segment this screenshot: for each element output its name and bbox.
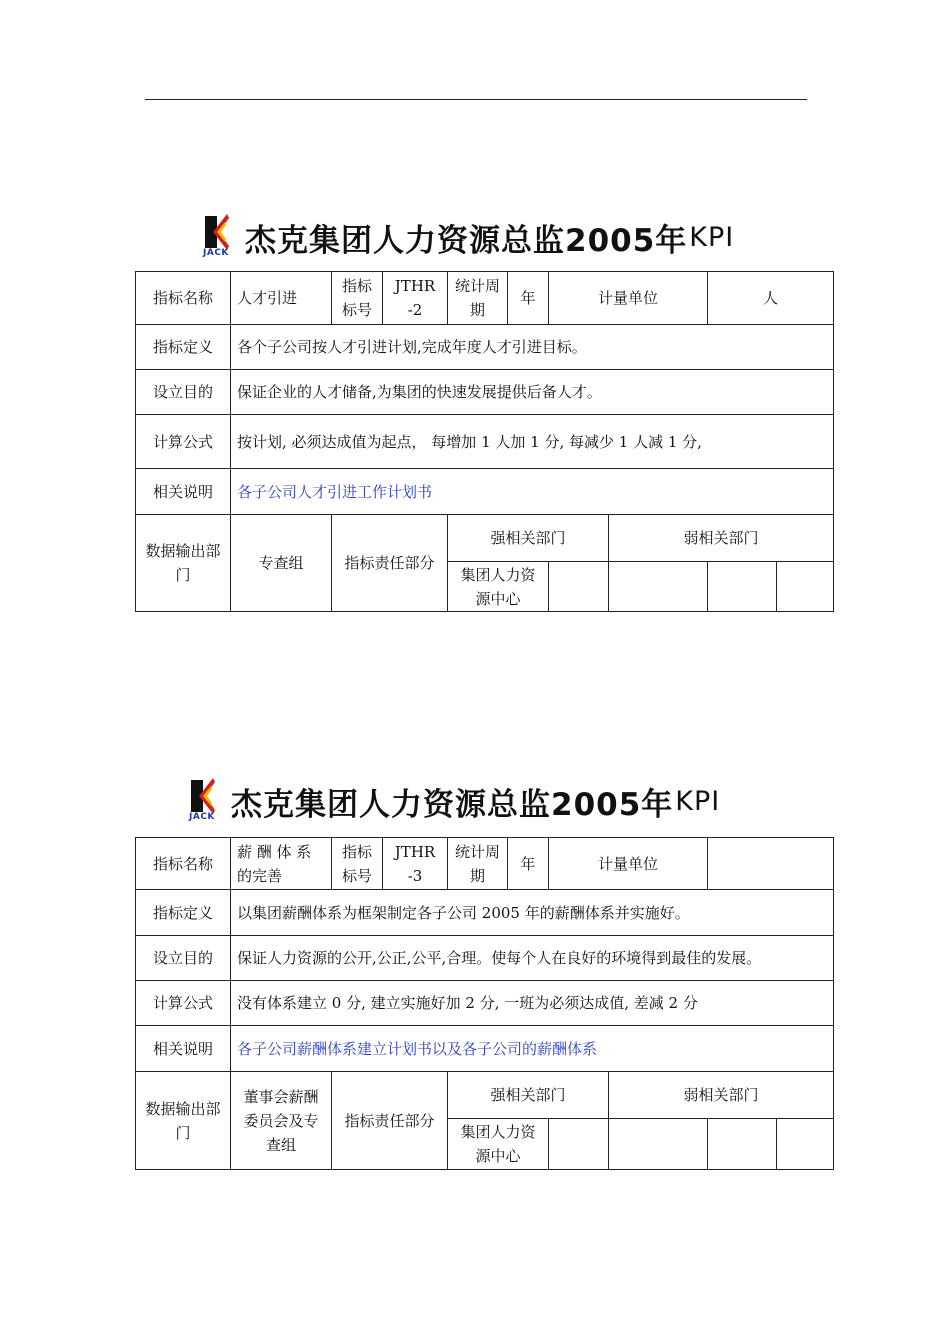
empty-cell [777,1119,834,1170]
period-value: 年 [508,272,549,325]
code-label: 指标标号 [332,272,383,325]
title-text: 杰克集团人力资源总监2005年 [245,222,688,259]
name-label: 指标名称 [136,272,231,325]
unit-value [708,838,834,890]
weak-label: 弱相关部门 [609,1072,834,1119]
code-label: 指标标号 [332,838,383,890]
section-2-title [189,776,720,826]
notes-value: 各子公司人才引进工作计划书 [231,469,834,515]
empty-cell [777,562,834,612]
name-value: 人才引进 [231,272,332,325]
output-value: 专查组 [231,515,332,612]
empty-cell [609,562,708,612]
header-rule [145,99,807,100]
empty-cell [549,562,609,612]
unit-label: 计量单位 [549,272,708,325]
period-label: 统计周期 [448,272,508,325]
purpose-label: 设立目的 [136,936,231,981]
title-text: 杰克集团人力资源总监2005年 [231,786,674,823]
resp-label: 指标责任部分 [332,1072,448,1170]
kpi-table-1 [135,271,834,612]
empty-cell [609,1119,708,1170]
formula-label: 计算公式 [136,415,231,469]
definition-value: 各个子公司按人才引进计划,完成年度人才引进目标。 [231,325,834,370]
unit-label: 计量单位 [549,838,708,890]
output-label: 数据输出部门 [136,515,231,612]
definition-label: 指标定义 [136,325,231,370]
notes-value: 各子公司薪酬体系建立计划书以及各子公司的薪酬体系 [231,1026,834,1072]
formula-value: 没有体系建立 0 分, 建立实施好加 2 分, 一班为必须达成值, 差减 2 分 [231,981,834,1026]
weak-label: 弱相关部门 [609,515,834,562]
purpose-value: 保证人力资源的公开,公正,公平,合理。使每个人在良好的环境得到最佳的发展。 [231,936,834,981]
empty-cell [708,1119,777,1170]
period-value: 年 [508,838,549,890]
period-label: 统计周期 [448,838,508,890]
jack-logo-icon: JACK [189,778,227,824]
formula-value: 按计划, 必须达成值为起点， 每增加 1 人加 1 分, 每减少 1 人减 1 分, [231,415,834,469]
notes-label: 相关说明 [136,1026,231,1072]
strong-label: 强相关部门 [448,1072,609,1119]
name-label: 指标名称 [136,838,231,890]
output-label: 数据输出部门 [136,1072,231,1170]
kpi-table-2 [135,837,834,1170]
output-value: 董事会薪酬委员会及专查组 [231,1072,332,1170]
title-kpi: KPI [689,221,735,253]
unit-value: 人 [708,272,834,325]
section-1-title [203,212,734,262]
notes-label: 相关说明 [136,469,231,515]
code-value: JTHR -3 [383,838,448,890]
formula-label: 计算公式 [136,981,231,1026]
strong-dept: 集团人力资源中心 [448,562,549,612]
title-kpi: KPI [675,785,721,817]
jack-logo-icon: JACK [203,214,241,260]
purpose-label: 设立目的 [136,370,231,415]
name-value: 薪 酬 体 系 的完善 [231,838,332,890]
code-value: JTHR -2 [383,272,448,325]
strong-label: 强相关部门 [448,515,609,562]
strong-dept: 集团人力资源中心 [448,1119,549,1170]
resp-label: 指标责任部分 [332,515,448,612]
empty-cell [708,562,777,612]
purpose-value: 保证企业的人才储备,为集团的快速发展提供后备人才。 [231,370,834,415]
empty-cell [549,1119,609,1170]
definition-label: 指标定义 [136,890,231,936]
definition-value: 以集团薪酬体系为框架制定各子公司 2005 年的薪酬体系并实施好。 [231,890,834,936]
